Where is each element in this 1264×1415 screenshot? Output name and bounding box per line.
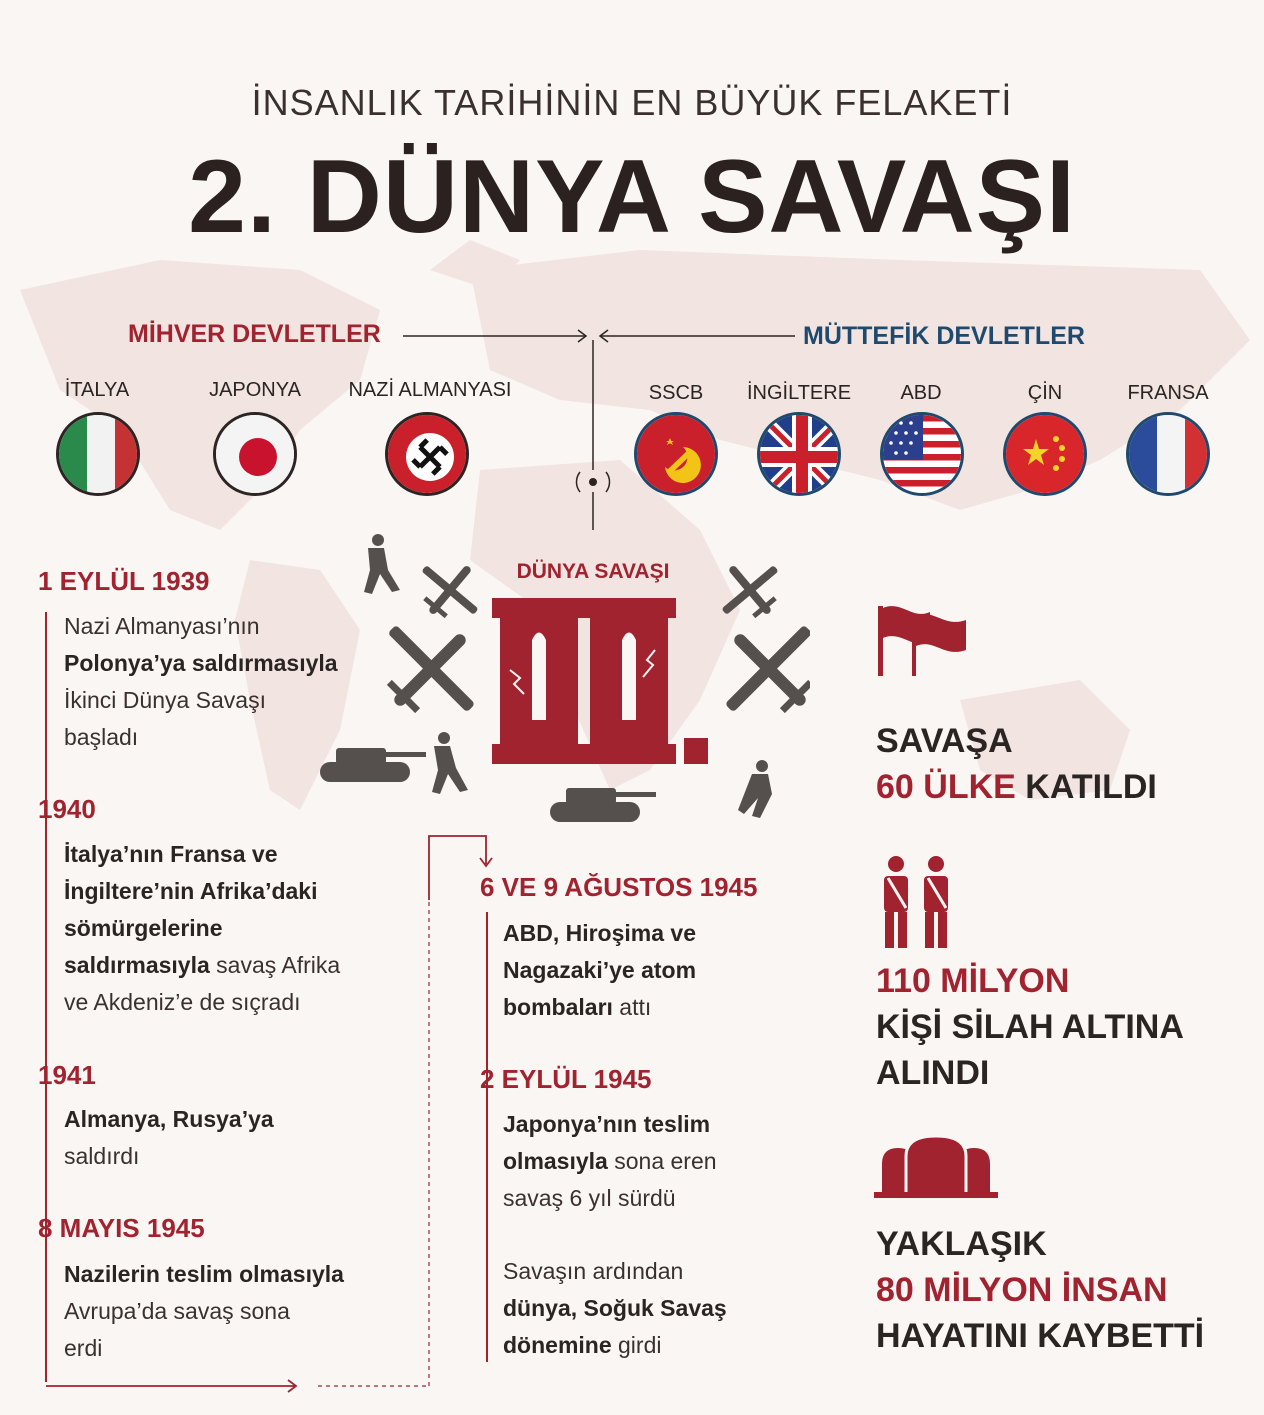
- event-text-september-1945: Japonya’nın teslim olmasıyla sona eren savaş 6 yıl sürdü: [503, 1111, 717, 1211]
- flag-icon: [872, 600, 972, 680]
- country-label-nazi-germany: NAZİ ALMANYASI: [348, 379, 512, 401]
- event-date-may-1945: 8 MAYIS 1945: [38, 1213, 205, 1243]
- event-date-1940: 1940: [38, 794, 96, 824]
- tank-icon: [550, 788, 656, 822]
- stat-countries: SAVAŞA 60 ÜLKE KATILDI: [876, 722, 1157, 806]
- plane-icon: [696, 596, 810, 743]
- stat-soldiers: 110 MİLYON KİŞİ SİLAH ALTINA ALINDI: [876, 962, 1184, 1092]
- page-subtitle: İNSANLIK TARİHİNİN EN BÜYÜK FELAKETİ: [251, 82, 1013, 123]
- soldiers-icon: [876, 852, 966, 952]
- italy-flag-icon: [56, 412, 140, 496]
- plane-icon: [705, 545, 796, 635]
- event-date-august-1945: 6 VE 9 AĞUSTOS 1945: [480, 872, 758, 902]
- uk-flag-icon: [757, 412, 841, 496]
- country-label-usa: ABD: [900, 382, 942, 404]
- allied-powers-title: MÜTTEFİK DEVLETLER: [803, 322, 1085, 350]
- gravestones-icon: [874, 1134, 998, 1200]
- country-label-ussr: SSCB: [648, 382, 704, 404]
- soldier-icon: [432, 732, 468, 794]
- event-text-1939: Nazi Almanyası’nın Polonya’ya saldırmasıyla İkinci Dünya Savaşı başladı: [64, 613, 338, 750]
- world-war-label: DÜNYA SAVAŞI: [516, 560, 670, 583]
- country-label-china: ÇİN: [1027, 382, 1063, 404]
- event-date-september-1945: 2 EYLÜL 1945: [480, 1064, 652, 1094]
- stat-casualties: YAKLAŞIK 80 MİLYON İNSAN HAYATINI KAYBETTİ: [876, 1225, 1205, 1355]
- japan-flag-icon: [213, 412, 297, 496]
- plane-icon: [405, 545, 496, 635]
- event-text-august-1945: ABD, Hiroşima ve Nagazaki’ye atom bombaları attı: [503, 920, 697, 1020]
- france-flag-icon: [1126, 412, 1210, 496]
- event-text-1941: Almanya, Rusya’ya saldırdı: [64, 1106, 274, 1169]
- soldier-icon: [364, 534, 400, 594]
- event-text-cold-war: Savaşın ardından dünya, Soğuk Savaş dönemine girdi: [503, 1258, 727, 1358]
- country-label-japan: JAPONYA: [209, 379, 301, 401]
- country-label-italy: İTALYA: [64, 379, 130, 401]
- usa-flag-icon: [880, 412, 964, 496]
- event-text-may-1945: Nazilerin teslim olmasıyla Avrupa’da savaş sona erdi: [64, 1261, 344, 1361]
- country-label-uk: İNGİLTERE: [746, 382, 852, 404]
- wwii-emblem: [310, 530, 810, 830]
- axis-powers-title: MİHVER DEVLETLER: [128, 320, 381, 348]
- event-date-1939: 1 EYLÜL 1939: [38, 566, 210, 596]
- nazi-germany-flag-icon: [385, 412, 469, 496]
- page-title: 2. DÜNYA SAVAŞI: [188, 139, 1076, 255]
- event-text-1940: İtalya’nın Fransa ve İngiltere’nin Afrika’daki sömürgelerine saldırmasıyla savaş Afrika ve Akdeniz’e de sıçradı: [64, 841, 341, 1015]
- country-label-france: FRANSA: [1127, 382, 1209, 404]
- ussr-flag-icon: [634, 412, 718, 496]
- soldier-icon: [738, 760, 772, 818]
- plane-icon: [356, 596, 503, 743]
- china-flag-icon: [1003, 412, 1087, 496]
- event-date-1941: 1941: [38, 1060, 96, 1090]
